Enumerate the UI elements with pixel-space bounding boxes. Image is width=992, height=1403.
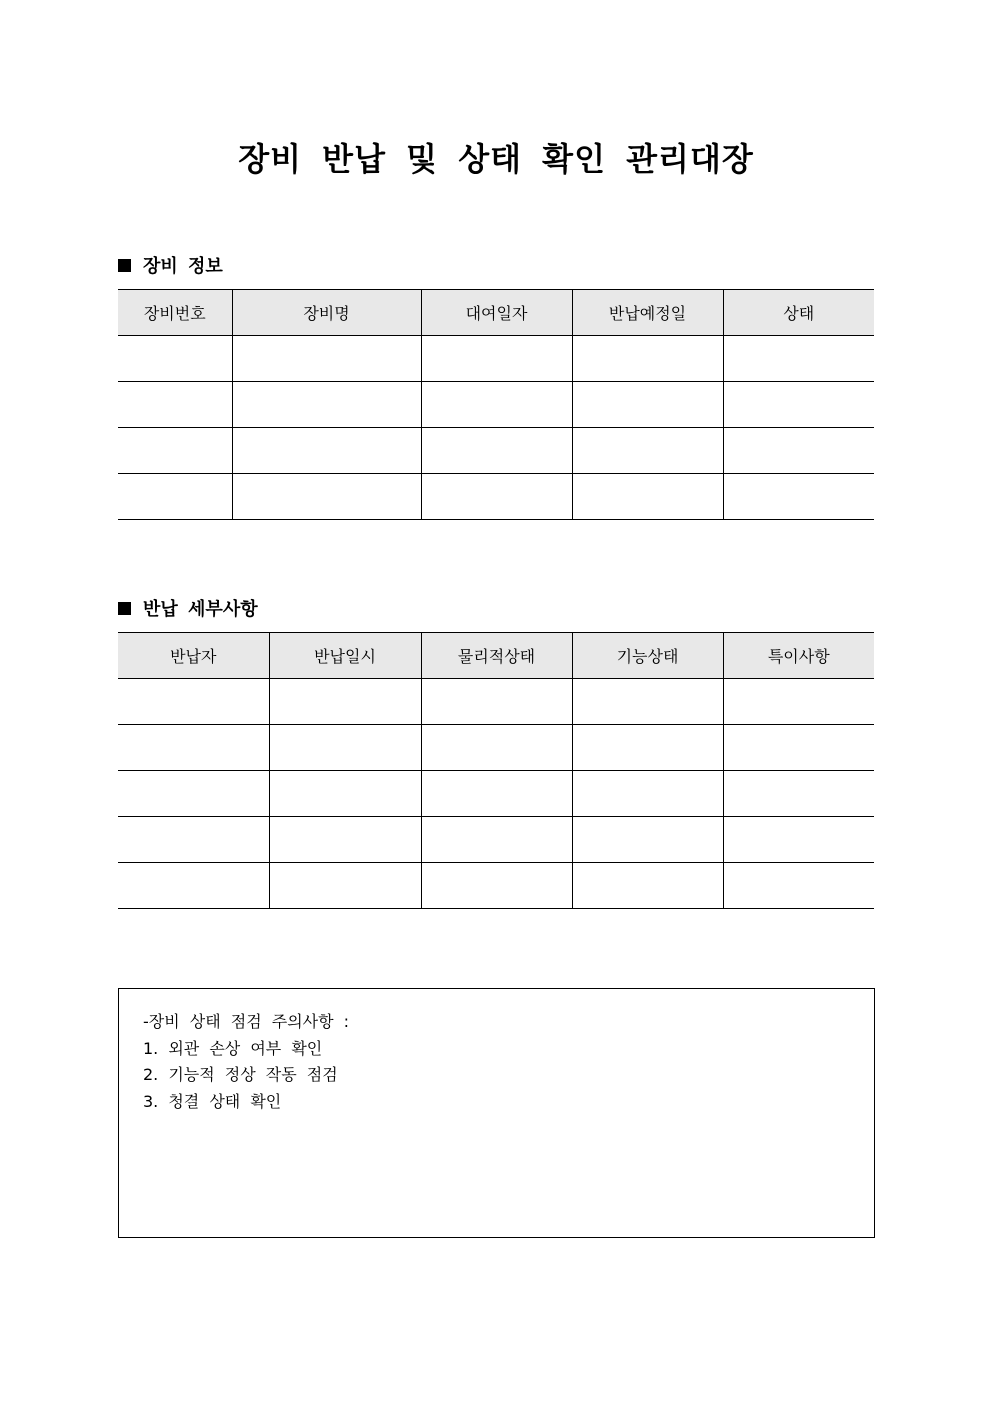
table-cell[interactable] — [232, 474, 421, 520]
table-cell[interactable] — [572, 679, 723, 725]
square-bullet-icon — [118, 602, 131, 615]
table-header-row — [118, 633, 874, 679]
table-cell[interactable] — [421, 679, 572, 725]
column-header-status: 상태 — [723, 290, 874, 336]
table-cell[interactable] — [269, 863, 421, 909]
table-cell[interactable] — [723, 382, 874, 428]
table-cell[interactable] — [572, 336, 723, 382]
table-cell[interactable] — [723, 817, 874, 863]
table-cell[interactable] — [723, 474, 874, 520]
equipment-info-table — [118, 289, 874, 520]
table-cell[interactable] — [572, 817, 723, 863]
table-cell[interactable] — [572, 863, 723, 909]
equipment-info-heading-text: 장비 정보 — [143, 256, 223, 277]
inspection-notes-box — [118, 988, 875, 1238]
table-row — [118, 382, 874, 428]
table-cell[interactable] — [232, 382, 421, 428]
table-cell[interactable] — [118, 474, 232, 520]
table-row — [118, 771, 874, 817]
table-row — [118, 474, 874, 520]
table-cell[interactable] — [118, 863, 269, 909]
table-cell[interactable] — [723, 863, 874, 909]
table-row — [118, 817, 874, 863]
table-cell[interactable] — [421, 336, 572, 382]
table-cell[interactable] — [421, 474, 572, 520]
table-cell[interactable] — [269, 679, 421, 725]
table-cell[interactable] — [118, 336, 232, 382]
table-cell[interactable] — [723, 725, 874, 771]
table-cell[interactable] — [421, 725, 572, 771]
table-cell[interactable] — [118, 725, 269, 771]
table-cell[interactable] — [572, 428, 723, 474]
notes-item-functional-check: 2. 기능적 정상 작동 점검 — [143, 1065, 338, 1084]
table-cell[interactable] — [232, 428, 421, 474]
table-cell[interactable] — [232, 336, 421, 382]
table-cell[interactable] — [723, 679, 874, 725]
table-cell[interactable] — [269, 817, 421, 863]
column-header-equipment-number: 장비번호 — [118, 290, 232, 336]
column-header-returner: 반납자 — [118, 633, 269, 679]
return-details-table — [118, 632, 874, 909]
table-cell[interactable] — [572, 771, 723, 817]
table-cell[interactable] — [723, 771, 874, 817]
table-cell[interactable] — [421, 863, 572, 909]
table-cell[interactable] — [118, 771, 269, 817]
table-cell[interactable] — [572, 382, 723, 428]
square-bullet-icon — [118, 259, 131, 272]
table-cell[interactable] — [572, 474, 723, 520]
column-header-functional-condition: 기능상태 — [572, 633, 723, 679]
table-cell[interactable] — [269, 771, 421, 817]
table-cell[interactable] — [723, 336, 874, 382]
return-details-heading — [118, 595, 258, 621]
table-row — [118, 428, 874, 474]
table-cell[interactable] — [118, 428, 232, 474]
notes-item-cleanliness: 3. 청결 상태 확인 — [143, 1091, 282, 1111]
column-header-physical-condition: 물리적상태 — [421, 633, 572, 679]
table-row — [118, 863, 874, 909]
table-row — [118, 725, 874, 771]
equipment-info-heading — [118, 252, 223, 278]
column-header-return-datetime: 반납일시 — [269, 633, 421, 679]
table-cell[interactable] — [723, 428, 874, 474]
column-header-remarks: 특이사항 — [723, 633, 874, 679]
table-cell[interactable] — [572, 725, 723, 771]
table-cell[interactable] — [118, 382, 232, 428]
document-title: 장비 반납 및 상태 확인 관리대장 — [238, 140, 754, 178]
table-cell[interactable] — [421, 771, 572, 817]
notes-heading: -장비 상태 점검 주의사항 : — [143, 1012, 350, 1031]
column-header-rental-date: 대여일자 — [421, 290, 572, 336]
return-details-heading-text: 반납 세부사항 — [143, 599, 258, 620]
table-cell[interactable] — [118, 817, 269, 863]
table-cell[interactable] — [118, 679, 269, 725]
table-cell[interactable] — [421, 382, 572, 428]
column-header-equipment-name: 장비명 — [232, 290, 421, 336]
notes-item-exterior-damage: 1. 외관 손상 여부 확인 — [143, 1038, 323, 1058]
table-cell[interactable] — [269, 725, 421, 771]
table-cell[interactable] — [421, 817, 572, 863]
table-cell[interactable] — [421, 428, 572, 474]
table-header-row — [118, 290, 874, 336]
table-row — [118, 679, 874, 725]
table-row — [118, 336, 874, 382]
column-header-expected-return-date: 반납예정일 — [572, 290, 723, 336]
